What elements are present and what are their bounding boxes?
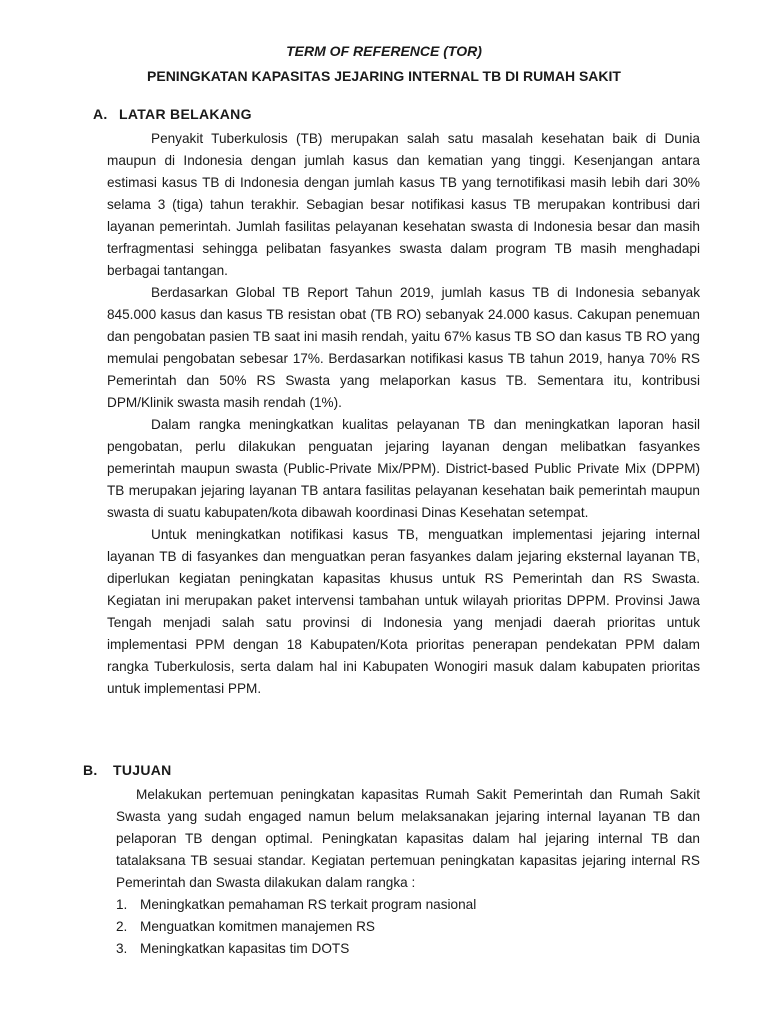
section-a-paragraph-2: Berdasarkan Global TB Report Tahun 2019, jumlah kasus TB di Indonesia sebanyak 845.000 kasus dan kasus TB resistan obat (TB RO) sebanyak 24.000 kasus. Cakupan penemuan dan pengobatan pasien TB saat ini masih rendah, yaitu 67% kasus TB SO dan kasus TB RO yang memulai pengobatan sebesar 17%. Berdasarkan notifikasi kasus TB tahun 2019, hanya 70% RS Pemerintah dan 50% RS Swasta yang melaporkan kasus TB. Sementara itu, kontribusi DPM/Klinik swasta masih rendah (1%).: [107, 285, 700, 410]
section-a-paragraph-4: Untuk meningkatkan notifikasi kasus TB, menguatkan implementasi jejaring internal layanan TB di fasyankes dan menguatkan peran fasyankes dalam jejaring eksternal layanan TB, diperlukan kegiatan peningkatan kapasitas khusus untuk RS Pemerintah dan RS Swasta. Kegiatan ini merupakan paket intervensi tambahan untuk wilayah prioritas DPPM. Provinsi Jawa Tengah menjadi salah satu provinsi di Indonesia yang menjadi daerah prioritas untuk implementasi PPM dengan 18 Kabupaten/Kota prioritas penerapan pendekatan PPM dalam rangka Tuberkulosis, serta dalam hal ini Kabupaten Wonogiri masuk dalam kabupaten prioritas untuk implementasi PPM.: [107, 527, 700, 696]
section-b-paragraph: Melakukan pertemuan peningkatan kapasitas Rumah Sakit Pemerintah dan Rumah Sakit Swasta yang sudah engaged namun belum melaksanakan jejaring internal layanan TB dan pelaporan TB dengan optimal. Peningkatan kapasitas dalam hal jejaring internal TB dan tatalaksana TB sesuai standar. Kegiatan pertemuan peningkatan kapasitas jejaring internal RS Pemerintah dan Swasta dilakukan dalam rangka :: [116, 787, 700, 890]
list-item-number: 1.: [116, 897, 128, 912]
section-b-label: B.: [83, 762, 98, 778]
section-a-label: A.: [93, 106, 108, 122]
document-subtitle: PENINGKATAN KAPASITAS JEJARING INTERNAL TB DI RUMAH SAKIT: [147, 68, 621, 84]
list-item: [116, 916, 700, 938]
section-a-body: [107, 128, 700, 700]
list-item: [116, 938, 700, 960]
section-b-body: [116, 784, 700, 960]
list-item-text: Meningkatkan kapasitas tim DOTS: [140, 941, 350, 956]
list-item-number: 2.: [116, 919, 128, 934]
objective-list: [116, 894, 700, 960]
section-a-paragraph-1: Penyakit Tuberkulosis (TB) merupakan salah satu masalah kesehatan baik di Dunia maupun di Indonesia dengan jumlah kasus dan kematian yang tinggi. Kesenjangan antara estimasi kasus TB di Indonesia dengan jumlah kasus TB yang ternotifikasi masih lebih dari 30% selama 3 (tiga) tahun terakhir. Sebagian besar notifikasi kasus TB merupakan kontribusi dari layanan pemerintah. Jumlah fasilitas pelayanan kesehatan swasta di Indonesia besar dan masih terfragmentasi sehingga pelibatan fasyankes swasta dalam program TB masih menghadapi berbagai tantangan.: [107, 131, 700, 278]
section-a-paragraph-3: Dalam rangka meningkatkan kualitas pelayanan TB dan meningkatkan laporan hasil pengobatan, perlu dilakukan penguatan jejaring layanan dengan melibatkan fasyankes pemerintah maupun swasta (Public-Private Mix/PPM). District-based Public Private Mix (DPPM) TB merupakan jejaring layanan TB antara fasilitas pelayanan kesehatan baik pemerintah maupun swasta di suatu kabupaten/kota dibawah koordinasi Dinas Kesehatan setempat.: [107, 417, 700, 520]
section-b-title: TUJUAN: [113, 762, 172, 778]
list-item-number: 3.: [116, 941, 128, 956]
section-b-heading: [83, 762, 172, 778]
list-item: [116, 894, 700, 916]
list-item-text: Meningkatkan pemahaman RS terkait program nasional: [140, 897, 477, 912]
section-a-heading: [93, 106, 252, 122]
document-title: TERM OF REFERENCE (TOR): [286, 43, 482, 59]
list-item-text: Menguatkan komitmen manajemen RS: [140, 919, 375, 934]
section-a-title: LATAR BELAKANG: [119, 106, 252, 122]
